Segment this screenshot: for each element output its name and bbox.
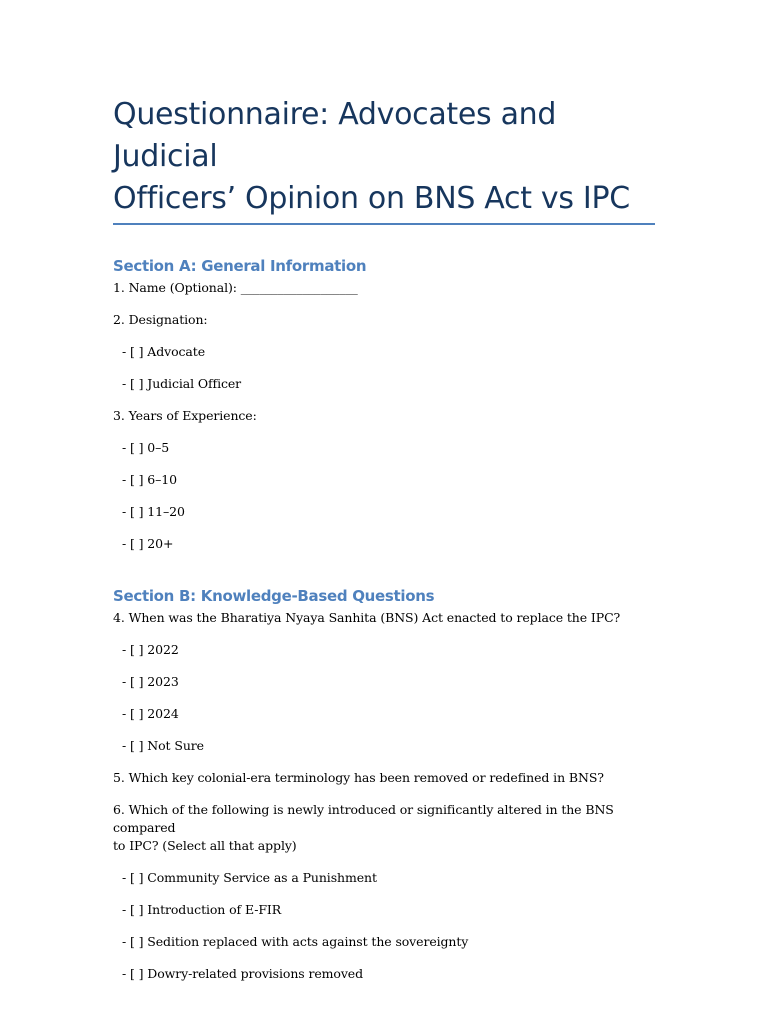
option-2022[interactable]: - [ ] 2022: [122, 642, 179, 657]
option-2024[interactable]: - [ ] 2024: [122, 706, 179, 721]
title-underline: [113, 223, 655, 225]
option-6-10[interactable]: - [ ] 6–10: [122, 472, 178, 487]
option-2023[interactable]: - [ ] 2023: [122, 674, 179, 689]
question-6-line-2: to IPC? (Select all that apply): [113, 838, 297, 853]
option-advocate[interactable]: - [ ] Advocate: [122, 344, 205, 359]
option-11-20[interactable]: - [ ] 11–20: [122, 504, 185, 519]
document-title: [113, 94, 655, 220]
question-6-line-1: 6. Which of the following is newly introduced or significantly altered in the BNS compared: [113, 802, 614, 835]
section-b-heading: Section B: Knowledge-Based Questions: [113, 587, 435, 605]
option-community-service[interactable]: - [ ] Community Service as a Punishment: [122, 870, 377, 885]
title-line-2: Officers’ Opinion on BNS Act vs IPC: [113, 181, 630, 216]
question-1-name: 1. Name (Optional): ___________________: [113, 280, 358, 295]
section-a-heading: Section A: General Information: [113, 257, 367, 275]
option-judicial-officer[interactable]: - [ ] Judicial Officer: [122, 376, 242, 391]
option-dowry-removed[interactable]: - [ ] Dowry-related provisions removed: [122, 966, 363, 981]
title-line-1: Questionnaire: Advocates and Judicial: [113, 97, 557, 174]
question-2-designation: 2. Designation:: [113, 312, 208, 327]
option-sedition-replaced[interactable]: - [ ] Sedition replaced with acts against the sovereignty: [122, 934, 469, 949]
option-20-plus[interactable]: - [ ] 20+: [122, 536, 174, 551]
question-5-terminology: 5. Which key colonial-era terminology has been removed or redefined in BNS?: [113, 770, 604, 785]
option-not-sure[interactable]: - [ ] Not Sure: [122, 738, 204, 753]
option-0-5[interactable]: - [ ] 0–5: [122, 440, 170, 455]
question-3-experience: 3. Years of Experience:: [113, 408, 257, 423]
option-e-fir[interactable]: - [ ] Introduction of E-FIR: [122, 902, 282, 917]
document-page: [113, 94, 655, 983]
question-4-enactment: 4. When was the Bharatiya Nyaya Sanhita (BNS) Act enacted to replace the IPC?: [113, 610, 621, 625]
